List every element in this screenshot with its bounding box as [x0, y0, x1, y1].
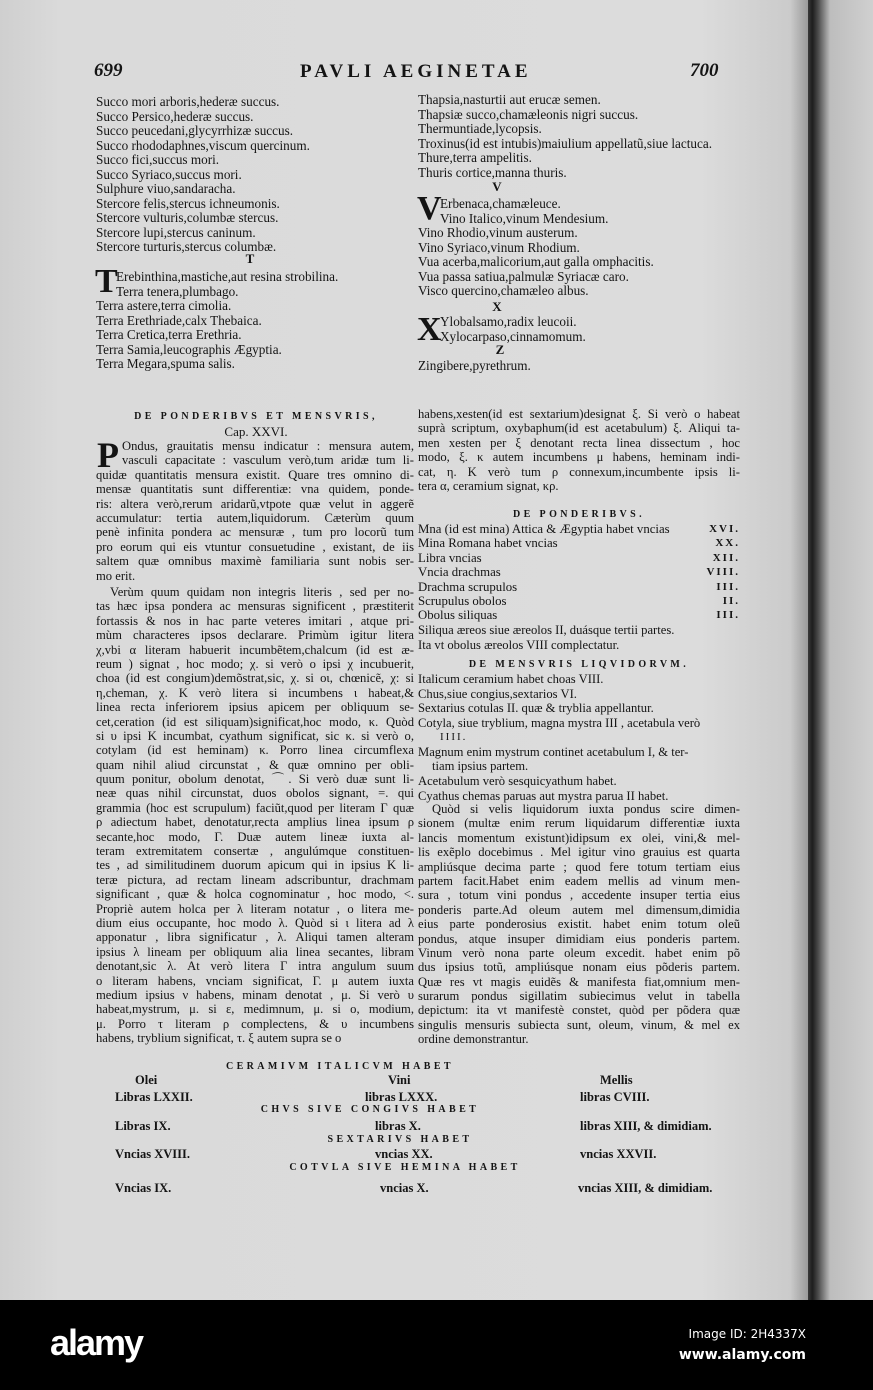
section-letter-z: Z [495, 342, 505, 357]
table-cell: libras CVIII. [580, 1090, 650, 1104]
table-cell: Vncias XVIII. [115, 1147, 191, 1161]
weights-value: XII. [712, 551, 740, 564]
text-line: grammia (hoc est scrupulum) faciũt,quod per literam Γ quæ [96, 800, 414, 815]
text-line: penè infinita pondera ac mensuræ , tum pro locorũ tum [96, 525, 414, 540]
weights-label: Libra vncias [418, 550, 482, 565]
liquid-measures-cont-2: tiam ipsius partem. [432, 759, 529, 773]
text-line: Succo peucedani,glycyrrhizæ succus. [96, 123, 294, 138]
weights-row [418, 522, 740, 536]
table-cell: vncias X. [380, 1181, 429, 1195]
weights-label: Obolus siliquas [418, 608, 498, 623]
text-line: Quòd si velis liquidorum iuxta pondus scire dimen- [432, 802, 740, 816]
table-heading-chus: CHVS SIVE CONGIVS HABET [260, 1104, 480, 1115]
text-line: Terra Cretica,terra Erethria. [96, 327, 242, 342]
text-line: ordine demonstrantur. [418, 1032, 529, 1047]
text-line: Erebinthina,mastiche,aut resina strobilina. [116, 269, 339, 284]
table-cell: vncias XX. [375, 1147, 433, 1161]
text-line: Stercore lupi,stercus caninum. [96, 224, 256, 240]
table-column-mellis: Mellis [600, 1073, 633, 1087]
chapter-paragraph-1 [96, 435, 414, 583]
text-line: mo erit. [96, 568, 136, 583]
weights-tail [418, 623, 674, 652]
liquid-measures-list [418, 672, 700, 730]
drop-cap-t: T [95, 263, 118, 300]
weights-label: Mna (id est mina) Attica & Ægyptia habet vncias [418, 522, 670, 536]
text-line: ampliúsque decima parte ; quod fere totum tertiam eius [418, 859, 740, 874]
text-line: Succo fici,succus mori. [96, 152, 220, 167]
text-line: Cotyla, siue tryblium, magna mystra III , acetabula verò [418, 715, 701, 730]
image-id-label: Image ID: 2H4337X [688, 1327, 806, 1341]
text-line: cet,ceration (id est siliquam)significat,hoc modo, κ. Quòd [96, 714, 414, 729]
text-line: χ,vbi α literam habuerit incumbẽtem,chalcum (id est æ- [96, 642, 414, 657]
text-line: ρ adiectum habet, denotatur,recta amplius linea ipsum ρ [96, 815, 414, 830]
text-line: lis exẽplo docebimus . Mel igitur vino grauius est quarta [418, 845, 740, 860]
text-line: Siliqua æreos siue æreolos II, duásque tertii partes. [418, 623, 675, 637]
table-column-vini: Vini [388, 1073, 411, 1087]
text-line: Propriè autem holca per λ literam notatur , ο litera me- [96, 901, 414, 916]
text-line: depictum: ita vt manifestè constet, quòd per põdera quæ [418, 1003, 740, 1018]
text-line: ponderis parte.Ad oleum autem mel dimensum,dimidia [418, 902, 740, 917]
text-line: Vua acerba,malicorium,aut galla omphacitis. [418, 254, 654, 269]
text-line: Verùm quum quidam non integris literis , sed per no- [110, 585, 414, 599]
text-line: tas hæc ipsa pondera ac mensuras significent , præstiterit [96, 599, 414, 614]
text-line: pondus, atque insuper dimidiam eius ponderis partem. [418, 931, 740, 946]
text-line: quum ponitur, obolum denotat, ⌒. Si verò duæ sunt li- [96, 772, 414, 787]
text-line: Stercore vulturis,columbæ stercus. [96, 210, 279, 225]
text-line: Succo Persico,hederæ succus. [96, 108, 254, 124]
text-line: Vino Italico,vinum Mendesium. [440, 210, 609, 226]
section-letter-t: T [245, 251, 255, 266]
text-line: Thuris cortice,manna thuris. [418, 164, 567, 180]
section-letter-x: X [492, 299, 502, 314]
text-line: eius parte ponderosius existit. habet enim totum oleũ [418, 917, 740, 932]
text-line: Terra Erethriade,calx Thebaica. [96, 312, 262, 328]
table-heading-ceramium: CERAMIVM ITALICVM HABET [225, 1061, 455, 1072]
weights-label: Scrupulus obolos [418, 593, 507, 608]
text-line: Acetabulum verò sesquicyathum habet. [418, 774, 617, 788]
chapter-title: DE PONDERIBVS ET MENSVRIS, [134, 411, 378, 422]
text-line: Zingibere,pyrethrum. [418, 358, 531, 373]
text-line: Xylocarpaso,cinnamomum. [440, 328, 586, 344]
chapter-paragraph-2 [96, 585, 414, 1046]
weights-row [418, 580, 740, 594]
text-line: saltem quæ omnibus maximè familiaria sunt nobis ser- [96, 554, 414, 569]
text-line: ipsius λ lineam per obliquum alia linea secantes, libram [96, 944, 414, 959]
text-line: Thapsia,nasturtii aut erucæ semen. [418, 92, 601, 107]
weights-value: VIII. [706, 566, 740, 579]
table-cell: vncias XXVII. [580, 1147, 657, 1161]
text-line: habens, tryblium significat, τ. ξ autem supra se ο [96, 1031, 342, 1046]
left-page-number: 699 [94, 60, 123, 81]
text-line: sura , totum vini pondus , accedente insuper tertia eius [418, 888, 740, 903]
text-line: Thapsiæ succo,chamæleonis nigri succus. [418, 106, 639, 122]
text-line: partem facit.Habet enim eadem mellis ad vinum men- [418, 873, 740, 888]
text-line: vasculi capacitate : vasculum verò,tum aridæ tum li- [122, 453, 414, 468]
table-cell: Libras LXXII. [115, 1090, 193, 1104]
running-title: PAVLI AEGINETAE [300, 61, 532, 82]
text-line: surarum pondus sigillatim subiecimus velut in tabella [418, 989, 740, 1004]
text-line: mensæ quantitatis sunt differentiæ: vna quidem, ponde- [96, 482, 414, 497]
text-line: Thure,terra ampelitis. [418, 150, 532, 165]
text-line: significant , quæ & holca cognominatur , hoc modo, <. [96, 887, 414, 902]
weights-row [418, 536, 740, 550]
weights-heading: DE PONDERIBVS. [512, 509, 646, 520]
text-line: tera α, ceramium signat, κρ. [418, 478, 559, 493]
text-line: Terra tenera,plumbago. [116, 283, 239, 299]
weights-row [418, 608, 740, 622]
table-cell: Vncias IX. [115, 1181, 172, 1195]
text-line: Stercore turturis,stercus columbæ. [96, 239, 277, 254]
weights-label: Vncia drachmas [418, 565, 501, 580]
text-line: men xesten per ξ denotant recta linea dissectum , hoc [418, 435, 740, 450]
text-line: neæ quas nihil circunstat, duos obolos signant, =. qui [96, 786, 414, 801]
text-line: Vino Rhodio,vinum austerum. [418, 225, 578, 240]
text-line: Succo Syriaco,succus mori. [96, 166, 242, 182]
text-line: si υ ipsi K incumbat, cyathum significat, sic κ. si verò ο, [96, 728, 414, 743]
text-line: η,cheman, χ. K verò litera si incumbens ι habeat,& [96, 685, 414, 700]
alamy-logo: alamy [50, 1322, 143, 1363]
drop-cap-x: X [417, 311, 442, 348]
weights-value: III. [716, 609, 740, 622]
book-spine-edge [808, 0, 813, 1300]
table-cell: vncias XIII, & dimidiam. [578, 1181, 713, 1195]
text-line: cotylam (id est heminam) κ. Porro linea circumflexa [96, 743, 414, 758]
text-line: pro eorum qui eis vtuntur consuetudine , existant, de iis [96, 539, 414, 554]
weights-table [418, 522, 740, 623]
text-line: Chus,siue congius,sextarios VI. [418, 686, 577, 701]
right-page-number: 700 [690, 60, 719, 81]
text-line: Magnum enim mystrum continet acetabulum I, & ter- [418, 745, 689, 759]
table-cell: libras X. [375, 1119, 421, 1133]
text-line: teræ pictura, ad rectam lineam adscribuntur, drachmam [96, 872, 414, 887]
text-line: Succo rhododaphnes,viscum quercinum. [96, 137, 310, 153]
text-line: ο literam habens, vnciam significat, Γ. μ autem iuxta [96, 973, 414, 988]
t-glossary-list [96, 270, 338, 372]
text-line: ris: altera verò,rerum aridarũ,vtpote quæ velut in aggerẽ [96, 496, 414, 511]
text-line: Terra Samia,leucographis Ægyptia. [96, 341, 282, 357]
v-glossary-list [418, 197, 654, 299]
text-line: Cyathus chemas paruas aut mystra parua II habet. [418, 788, 669, 803]
table-heading-cotula: COTVLA SIVE HEMINA HABET [289, 1162, 521, 1173]
left-glossary-list [96, 95, 310, 255]
text-line: Vino Syriaco,vinum Rhodium. [418, 239, 580, 255]
text-line: apponatur , libra significatur , λ. Aliqui tamen alteram [96, 930, 414, 945]
weights-value: III. [716, 580, 740, 593]
text-line: μ. Porro τ literam ρ complectens, & υ incumbens [96, 1016, 414, 1031]
section-letter-v: V [492, 179, 502, 194]
text-line: lancis momentum existunt)idipsum ex olei, vini,& mel- [418, 830, 740, 845]
text-line: modo, ξ. κ autem incumbens μ habens, heminam indi- [418, 450, 740, 465]
text-line: Vua passa satiua,palmulæ Syriacæ caro. [418, 268, 629, 284]
watermark-banner [0, 1300, 873, 1390]
text-line: denotant,sic λ. At verò litera Γ intra angulum suum [96, 959, 414, 974]
z-glossary-list [418, 359, 531, 374]
table-cell: Libras IX. [115, 1119, 171, 1133]
right-paragraph-final [418, 802, 740, 1047]
text-line: Erbenaca,chamæleuce. [440, 196, 561, 211]
website-url: www.alamy.com [678, 1347, 806, 1363]
drop-cap-v: V [417, 190, 442, 227]
text-line: Vinum verò nona parte oleum excedit. habet enim põ [418, 945, 740, 960]
text-line: Stercore felis,stercus ichneumonis. [96, 195, 280, 211]
text-line: singulis mensuris subiecta sunt, oleum, vinum, & mel ex [418, 1017, 740, 1032]
weights-row [418, 551, 740, 565]
liquid-measures-cont: IIII. [440, 731, 468, 743]
text-line: teram extremitatem consertæ , angulúmque constituen- [96, 844, 414, 859]
chapter-number: Cap. XXVI. [224, 424, 288, 439]
weights-row [418, 594, 740, 608]
text-line: secante,hoc modo, Γ. Duæ autem lineæ iuxta al- [96, 829, 414, 844]
table-column-olei: Olei [135, 1073, 158, 1087]
text-line: Visco quercino,chamæleo albus. [418, 283, 589, 298]
text-line: Ylobalsamo,radix leucoii. [440, 314, 577, 329]
text-line: mùm characteres ipsos declarare. Primùm igitur litera [96, 628, 414, 643]
text-line: Troxinus(id est intubis)maiulium appellatũ,siue lactuca. [418, 135, 712, 151]
text-line: Terra astere,terra cimolia. [96, 298, 232, 313]
text-line: Sextarius cotulas II. quæ & tryblia appellantur. [418, 701, 654, 715]
liquid-measures-list-2 [418, 745, 688, 760]
right-paragraph-intro [418, 407, 740, 493]
weights-value: XVI. [709, 523, 740, 535]
text-line: Ita vt obolus æreolos VIII complectatur. [418, 637, 620, 652]
weights-row [418, 565, 740, 579]
text-line: linea recta inferiorem ipsius apicem per obliquum se- [96, 700, 414, 715]
text-line: sionem (multæ enim rerum liquidarum differentiæ iuxta [418, 816, 740, 831]
text-line: dium eius occupante, hoc modo λ. Quòd si ι litera ad λ [96, 915, 414, 930]
text-line: Thermuntiade,lycopsis. [418, 121, 542, 136]
text-line: reum ) signat , hoc modo; χ. si verò ο ipsi χ incubuerit, [96, 656, 414, 671]
text-line: habeat,mystrum, μ. si ε, medimnum, μ. si ο, modium, [96, 1002, 414, 1017]
text-line: habens,xesten(id est sextarium)designat ξ. Si verò ο habeat [418, 407, 740, 421]
text-line: medium ipsius ν habens, minam denotat , μ. Si verò υ [96, 987, 414, 1002]
text-line: Italicum ceramium habet choas VIII. [418, 672, 604, 686]
weights-label: Mina Romana habet vncias [418, 536, 558, 551]
weights-label: Drachma scrupulos [418, 579, 518, 594]
drop-cap-p: P [97, 435, 119, 475]
text-line: accumulatur: tertia autem,liquidorum. Cæterùm quum [96, 510, 414, 525]
right-glossary-list [418, 93, 712, 180]
text-line: quam nihil aliud circunstat , & quæ omnino per obli- [96, 757, 414, 772]
weights-value: XX. [715, 537, 740, 550]
text-line: Terra Megara,spuma salis. [96, 356, 235, 371]
text-line: Quæ res vt magis euidẽs & manifesta fiat,omnium men- [418, 974, 740, 989]
text-line: Succo mori arboris,hederæ succus. [96, 94, 280, 109]
text-line: tes , ad similitudinem duorum apicum qui in ipsius K li- [96, 858, 414, 873]
text-line: quidæ quantitatis mensura existit. Quare tres omnino di- [96, 467, 414, 482]
text-line: fortassis & nos in hac parte veteres imitari , atque pri- [96, 613, 414, 628]
text-line: suprà scriptum, oxybaphum(id est acetabulum) ξ. Aliqui ta- [418, 421, 740, 436]
text-line: dus ipsius totũ, ampliúsque nonam eius põderis partem. [418, 960, 740, 975]
text-line: choa (id est congium)demõstrat,sic, χ. si οι, chœnicẽ, χ: si [96, 671, 414, 686]
text-line: Ondus, grauitatis mensu indicatur : mensura autem, [122, 439, 414, 453]
liquid-measures-heading: DE MENSVRIS LIQVIDORVM. [468, 659, 690, 670]
liquid-measures-list-3 [418, 774, 668, 803]
text-line: Sulphure viuo,sandaracha. [96, 181, 236, 196]
x-glossary-list [417, 311, 586, 348]
weights-value: II. [722, 594, 740, 607]
table-cell: libras XIII, & dimidiam. [580, 1119, 712, 1133]
table-heading-sextarius: SEXTARIVS HABET [327, 1134, 473, 1145]
table-cell: libras LXXX. [365, 1090, 438, 1104]
text-line: cat, η. K verò tum ρ connexum,incumbente ipsis li- [418, 464, 740, 479]
